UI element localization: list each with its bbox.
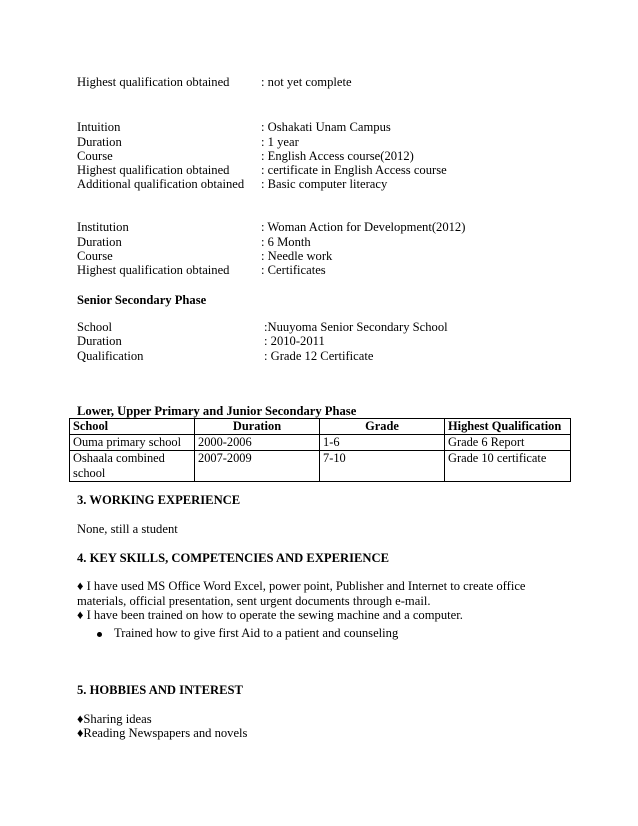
senior-row	[0, 320, 638, 335]
paragraph: ♦ I have been trained on how to operate the sewing machine and a computer.	[77, 608, 463, 622]
list-item: ♦Sharing ideas	[77, 712, 152, 726]
paragraph: materials, official presentation, sent urgent documents through e-mail.	[77, 594, 431, 608]
section-heading: 3. WORKING EXPERIENCE	[77, 493, 241, 507]
bullet-text: Trained how to give first Aid to a patient and counseling	[114, 626, 399, 640]
education-row	[0, 263, 638, 278]
skills-line	[0, 594, 638, 609]
table-cell: Ouma primary school	[70, 435, 195, 451]
table-cell: 2007-2009	[195, 451, 320, 482]
field-label: Duration	[77, 235, 122, 249]
table-cell: Grade 6 Report	[445, 435, 571, 451]
bullet-icon	[97, 632, 102, 637]
field-label: Intuition	[77, 120, 121, 134]
section-heading: 5. HOBBIES AND INTEREST	[77, 683, 243, 697]
education-row	[0, 249, 638, 264]
column-header-school: School	[70, 419, 195, 435]
senior-row	[0, 334, 638, 349]
table-cell: 1-6	[320, 435, 445, 451]
field-label: Highest qualification obtained	[77, 263, 230, 277]
column-header-qualification: Highest Qualification	[445, 419, 571, 435]
field-value: : Oshakati Unam Campus	[261, 120, 391, 134]
skills-line	[0, 608, 638, 623]
table-cell: 7-10	[320, 451, 445, 482]
schools-table	[69, 418, 571, 482]
education-row	[0, 177, 638, 192]
column-header-grade: Grade	[320, 419, 445, 435]
senior-row	[0, 349, 638, 364]
hobby-item	[0, 726, 638, 741]
education-row	[0, 135, 638, 150]
education-row	[0, 220, 638, 235]
field-value: : Grade 12 Certificate	[264, 349, 374, 363]
field-value: : 2010-2011	[264, 334, 325, 348]
working-experience-text	[0, 522, 638, 537]
field-value: :Nuuyoma Senior Secondary School	[264, 320, 448, 334]
field-value: : Certificates	[261, 263, 326, 277]
section-heading: Senior Secondary Phase	[77, 293, 207, 307]
field-value: : 6 Month	[261, 235, 311, 249]
education-row	[0, 120, 638, 135]
table-cell: 2000-2006	[195, 435, 320, 451]
field-label: School	[77, 320, 112, 334]
lower-phase-heading	[0, 404, 638, 419]
field-value: : 1 year	[261, 135, 299, 149]
key-skills-heading	[0, 551, 638, 566]
education-row	[0, 235, 638, 250]
field-label: Course	[77, 249, 113, 263]
qualification-row	[0, 75, 638, 90]
field-label: Highest qualification obtained	[77, 75, 230, 89]
field-value: : Needle work	[261, 249, 333, 263]
field-label: Highest qualification obtained	[77, 163, 230, 177]
section-heading: 4. KEY SKILLS, COMPETENCIES AND EXPERIENCE	[77, 551, 389, 565]
field-label: Course	[77, 149, 113, 163]
field-value: : certificate in English Access course	[261, 163, 447, 177]
field-label: Duration	[77, 135, 122, 149]
paragraph: ♦ I have used MS Office Word Excel, power point, Publisher and Internet to create office	[77, 579, 526, 593]
table-header-row	[70, 419, 571, 435]
education-row	[0, 163, 638, 178]
list-item: ♦Reading Newspapers and novels	[77, 726, 248, 740]
field-label: Additional qualification obtained	[77, 177, 245, 191]
skills-bullet-item	[0, 626, 638, 641]
field-label: Qualification	[77, 349, 144, 363]
column-header-duration: Duration	[195, 419, 320, 435]
field-label: Institution	[77, 220, 129, 234]
field-value: : English Access course(2012)	[261, 149, 414, 163]
field-value: : Woman Action for Development(2012)	[261, 220, 466, 234]
senior-secondary-heading	[0, 293, 638, 308]
section-heading: Lower, Upper Primary and Junior Secondary Phase	[77, 404, 357, 418]
field-label: Duration	[77, 334, 122, 348]
skills-line	[0, 579, 638, 594]
table-row	[70, 435, 571, 451]
table-cell: Grade 10 certificate	[445, 451, 571, 482]
field-value: : not yet complete	[261, 75, 352, 89]
field-value: : Basic computer literacy	[261, 177, 388, 191]
paragraph: None, still a student	[77, 522, 178, 536]
hobbies-heading	[0, 683, 638, 698]
table-cell: Oshaala combined school	[70, 451, 195, 482]
table-row	[70, 451, 571, 482]
education-row	[0, 149, 638, 164]
working-experience-heading	[0, 493, 638, 508]
hobby-item	[0, 712, 638, 727]
